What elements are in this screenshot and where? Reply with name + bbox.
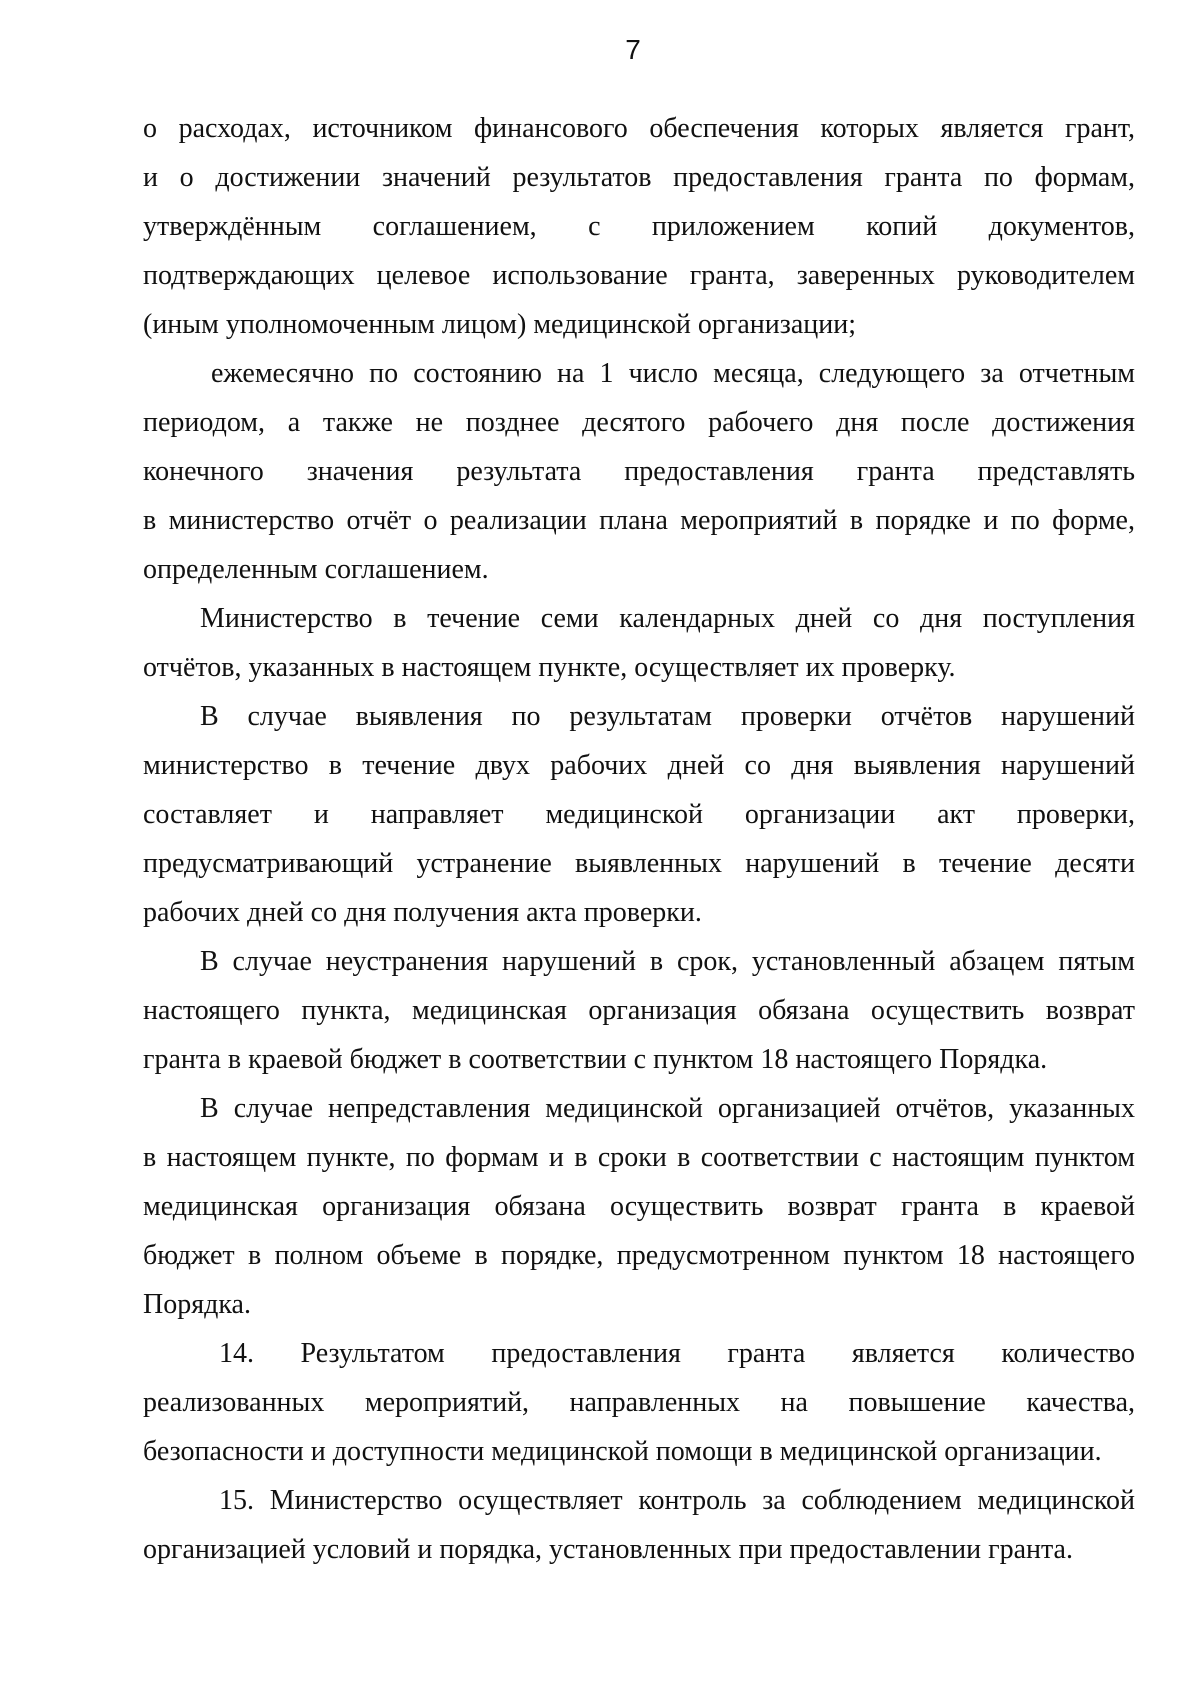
text-line: определенным соглашением.: [143, 554, 489, 585]
text-line: 14. Результатом предоставления гранта является количество: [219, 1338, 1135, 1369]
text-line: 15. Министерство осуществляет контроль за соблюдением медицинской: [219, 1485, 1135, 1516]
text-line: о расходах, источником финансового обеспечения которых является грант,: [143, 113, 1135, 144]
paragraph-report-expenses: [143, 104, 1135, 349]
text-line: (иным уполномоченным лицом) медицинской организации;: [143, 309, 856, 340]
text-line: конечного значения результата предоставления гранта представлять: [143, 456, 1135, 487]
text-line: медицинская организация обязана осуществить возврат гранта в краевой: [143, 1191, 1135, 1222]
text-line: реализованных мероприятий, направленных на повышение качества,: [143, 1387, 1135, 1418]
text-line: утверждённым соглашением, с приложением копий документов,: [143, 211, 1135, 242]
text-line: подтверждающих целевое использование гранта, заверенных руководителем: [143, 260, 1135, 291]
text-line: Министерство в течение семи календарных дней со дня поступления: [200, 603, 1135, 634]
text-line: безопасности и доступности медицинской помощи в медицинской организации.: [143, 1436, 1102, 1467]
text-line: рабочих дней со дня получения акта проверки.: [143, 897, 702, 928]
text-line: составляет и направляет медицинской организации акт проверки,: [143, 799, 1135, 830]
paragraph-violations-not-fixed: [143, 937, 1135, 1084]
text-line: настоящего пункта, медицинская организация обязана осуществить возврат: [143, 995, 1135, 1026]
text-line: министерство в течение двух рабочих дней со дня выявления нарушений: [143, 750, 1135, 781]
text-line: В случае неустранения нарушений в срок, установленный абзацем пятым: [200, 946, 1135, 977]
paragraph-monthly-report: [143, 349, 1135, 594]
text-line: в министерство отчёт о реализации плана мероприятий в порядке и по форме,: [143, 505, 1135, 536]
document-body: [143, 104, 1135, 1574]
paragraph-reports-not-submitted: [143, 1084, 1135, 1329]
text-line: Порядка.: [143, 1289, 251, 1320]
text-line: предусматривающий устранение выявленных нарушений в течение десяти: [143, 848, 1135, 879]
text-line: гранта в краевой бюджет в соответствии с пунктом 18 настоящего Порядка.: [143, 1044, 1048, 1075]
paragraph-item-14: [143, 1329, 1135, 1476]
text-line: ежемесячно по состоянию на 1 число месяца, следующего за отчетным: [211, 358, 1135, 389]
text-line: организацией условий и порядка, установленных при предоставлении гранта.: [143, 1534, 1073, 1565]
text-line: в настоящем пункте, по формам и в сроки в соответствии с настоящим пунктом: [143, 1142, 1135, 1173]
text-line: В случае выявления по результатам проверки отчётов нарушений: [200, 701, 1135, 732]
paragraph-item-15: [143, 1476, 1135, 1574]
text-line: периодом, а также не позднее десятого рабочего дня после достижения: [143, 407, 1135, 438]
paragraph-violations-found: [143, 692, 1135, 937]
text-line: В случае непредставления медицинской организацией отчётов, указанных: [200, 1093, 1135, 1124]
text-line: бюджет в полном объеме в порядке, предусмотренном пунктом 18 настоящего: [143, 1240, 1135, 1271]
text-line: и о достижении значений результатов предоставления гранта по формам,: [143, 162, 1135, 193]
text-line: отчётов, указанных в настоящем пункте, осуществляет их проверку.: [143, 652, 956, 683]
page-number: 7: [625, 34, 641, 65]
paragraph-ministry-check: [143, 594, 1135, 692]
